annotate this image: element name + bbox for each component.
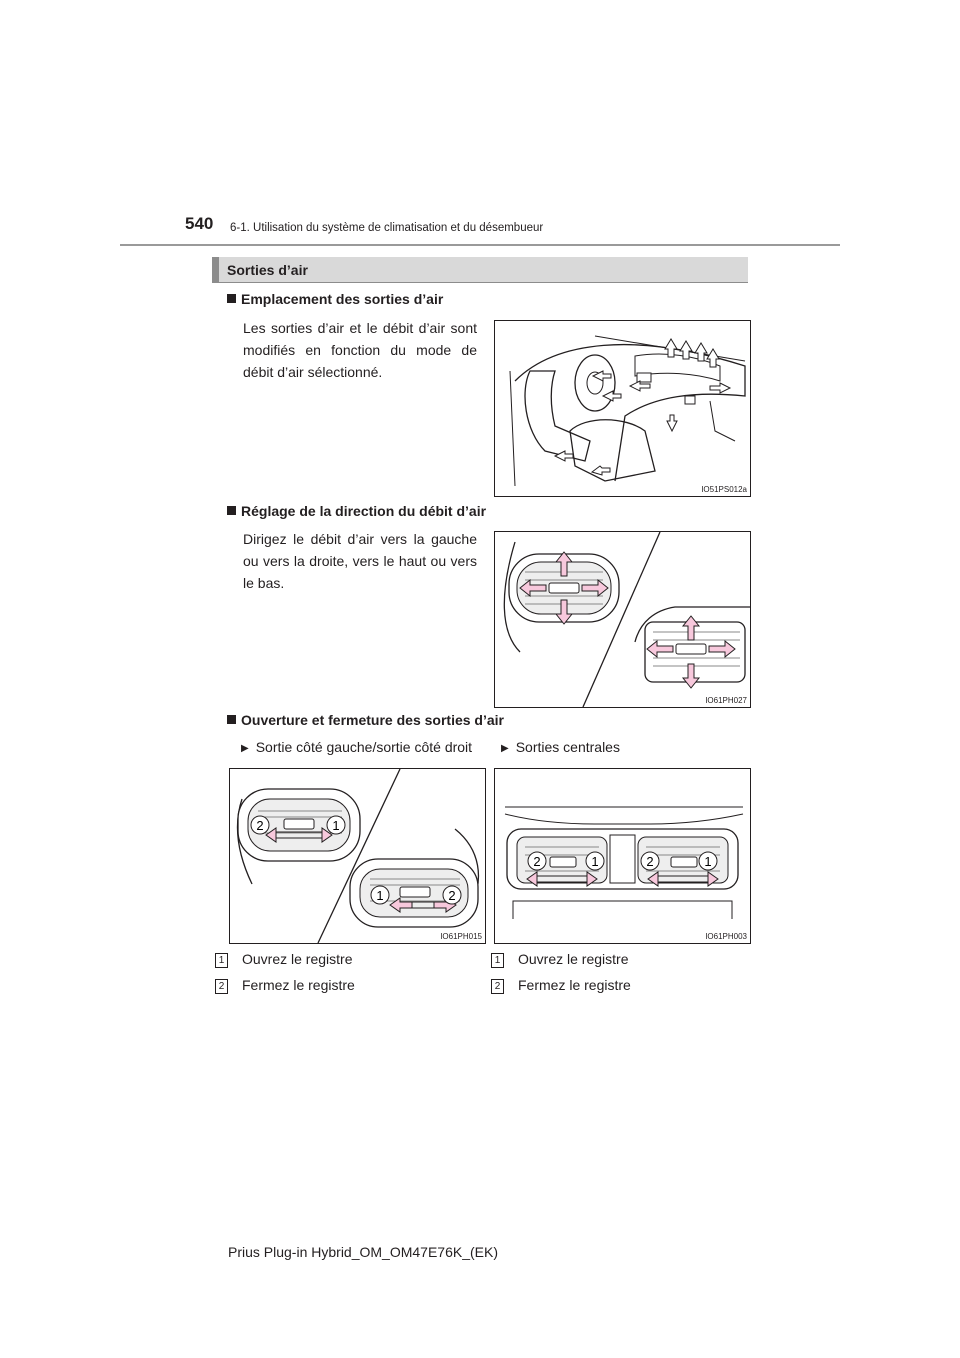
subsection-heading-airflow-direction [227,503,486,519]
subsection-heading-outlets-location [227,291,443,307]
legend-text: Fermez le registre [518,977,631,993]
square-bullet-icon [227,715,236,724]
callout-1: 1 [332,818,340,833]
figure-side-outlets [229,768,486,944]
legend-number: 2 [215,979,228,994]
callout-2: 2 [448,888,456,903]
legend-right-2 [491,977,631,994]
triangle-bullet-icon: ▶ [501,743,509,754]
section-title: Sorties d’air [227,262,308,278]
figure-air-outlets-location [494,320,751,497]
label-center-outlets-text: Sorties centrales [515,739,620,755]
subsection-heading-open-close [227,712,504,728]
subsection-text-outlets-location: Les sorties d’air et le débit d’air sont modifiés en fonction du mode de débit d’air sélectionné. [243,320,477,380]
legend-number: 2 [491,979,504,994]
subsection-heading-text: Emplacement des sorties d’air [241,291,444,307]
section-underline [212,282,748,283]
legend-right-1 [491,951,628,968]
chapter-title: 6-1. Utilisation du système de climatisation et du désembueur [230,222,544,234]
subsection-heading-text: Réglage de la direction du débit d’air [241,503,487,519]
figure-code: IO51PS012a [701,485,747,494]
legend-number: 1 [491,953,504,968]
figure-code: IO61PH015 [440,932,482,941]
section-accent [212,257,219,283]
header-rule [120,244,840,246]
label-side-outlets [241,739,472,755]
figure-center-outlets [494,768,751,944]
subsection-heading-text: Ouverture et fermeture des sorties d’air [241,712,504,728]
page-number: 540 [185,214,214,233]
footer-document-id: Prius Plug-in Hybrid_OM_OM47E76K_(EK) [228,1244,498,1260]
triangle-bullet-icon: ▶ [241,743,249,754]
square-bullet-icon [227,506,236,515]
legend-text: Ouvrez le registre [518,951,629,967]
legend-left-1 [215,951,352,968]
legend-number: 1 [215,953,228,968]
figure-code: IO61PH003 [705,932,747,941]
figure-code: IO61PH027 [705,696,747,705]
callout-1: 1 [704,854,712,869]
legend-left-2 [215,977,355,994]
label-side-outlets-text: Sortie côté gauche/sortie côté droit [255,739,473,755]
callout-2: 2 [533,854,541,869]
label-center-outlets [501,739,620,755]
figure-airflow-direction [494,531,751,708]
section-bar [212,257,748,283]
callout-2: 2 [646,854,654,869]
square-bullet-icon [227,294,236,303]
legend-text: Fermez le registre [242,977,355,993]
callout-1: 1 [591,854,599,869]
subsection-text-airflow-direction: Dirigez le débit d’air vers la gauche ou vers la droite, vers le haut ou vers le bas. [243,531,477,591]
callout-1: 1 [376,888,384,903]
callout-2: 2 [256,818,264,833]
legend-text: Ouvrez le registre [242,951,353,967]
